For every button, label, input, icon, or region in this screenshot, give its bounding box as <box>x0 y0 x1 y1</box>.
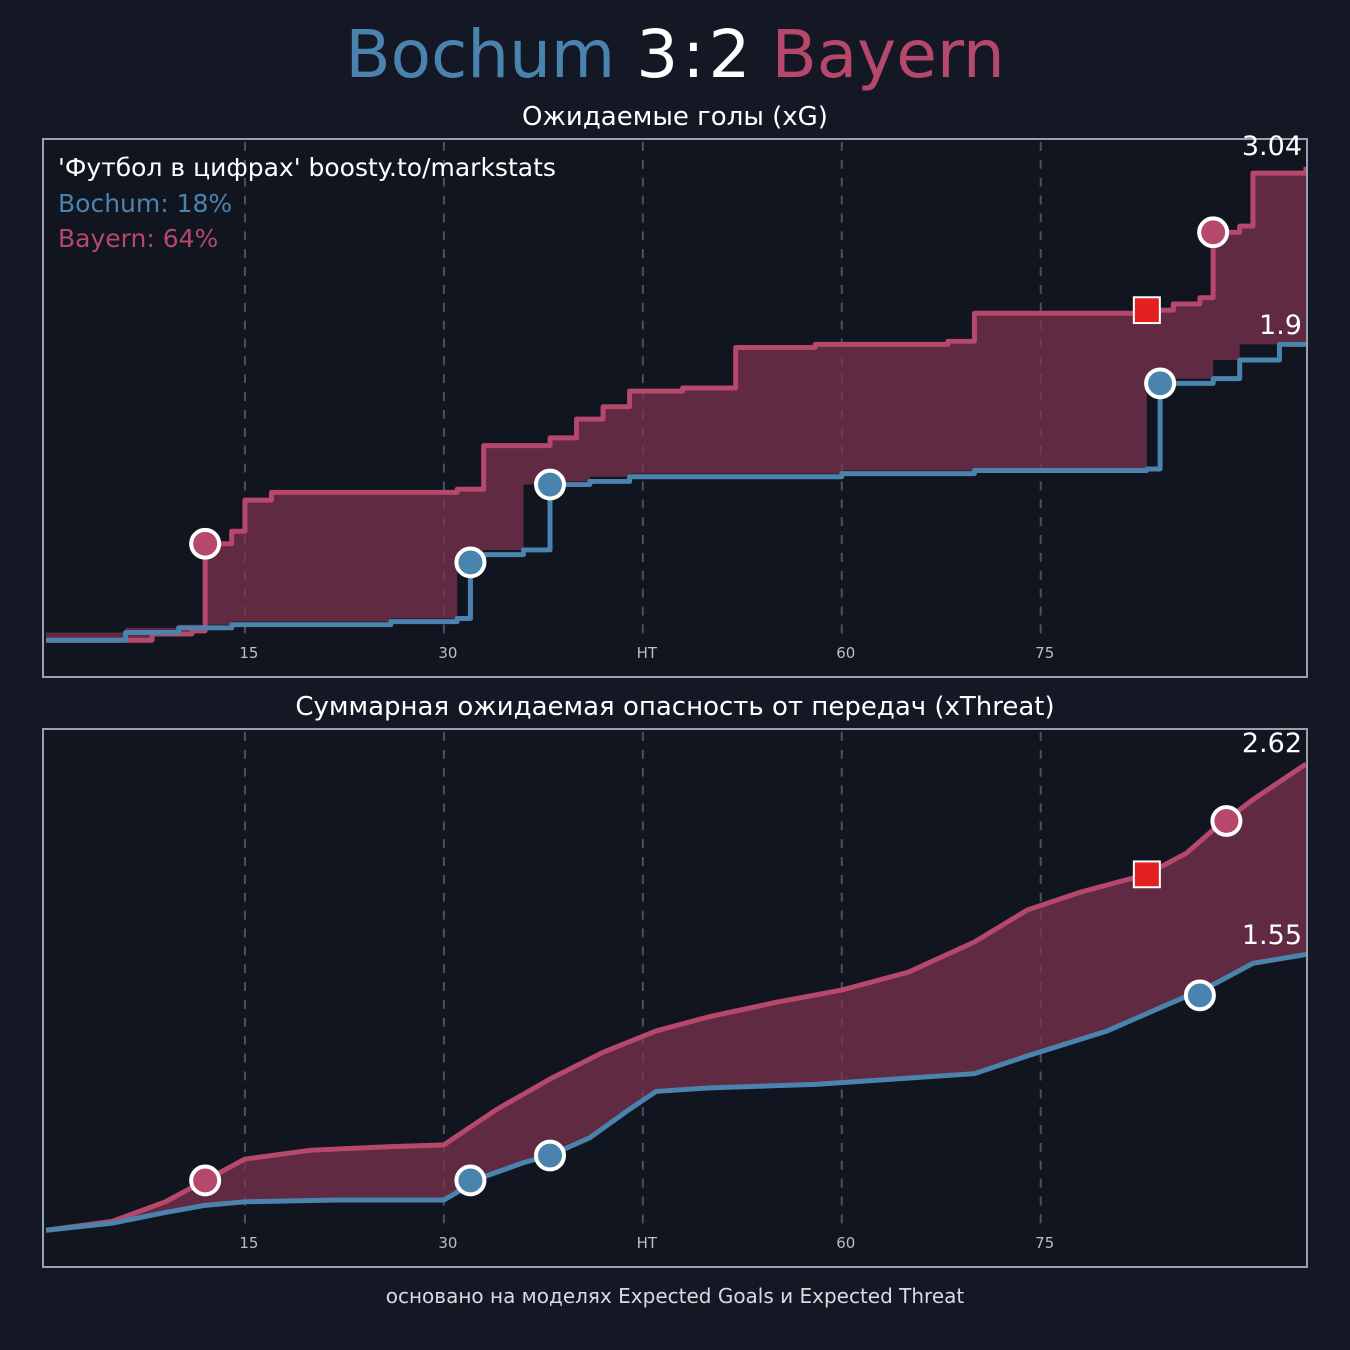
svg-text:75: 75 <box>1035 644 1055 663</box>
xt-panel-title: Суммарная ожидаемая опасность от передач (xThreat) <box>295 692 1055 722</box>
svg-text:60: 60 <box>836 1234 856 1253</box>
svg-text:HT: HT <box>636 644 658 663</box>
home-score: 3 <box>636 16 679 93</box>
xt-home-end-label: 1.55 <box>1241 920 1302 952</box>
svg-text:15: 15 <box>239 1234 259 1253</box>
away-team-name: Bayern <box>771 16 1005 93</box>
away-score: 2 <box>708 16 751 93</box>
home-stat-text: Bochum: 18% <box>58 188 233 218</box>
xg-away-end-label: 3.04 <box>1241 131 1302 163</box>
svg-text:30: 30 <box>438 644 458 663</box>
svg-text:30: 30 <box>438 1234 458 1253</box>
xg-chart <box>42 131 1308 678</box>
svg-text:HT: HT <box>636 1234 658 1253</box>
xg-home-end-label: 1.9 <box>1259 309 1302 341</box>
score-separator: : <box>682 16 705 93</box>
svg-text:15: 15 <box>239 644 259 663</box>
xthreat-chart <box>42 728 1308 1268</box>
svg-text:60: 60 <box>836 644 856 663</box>
svg-text:75: 75 <box>1035 1234 1055 1253</box>
xg-panel-title: Ожидаемые голы (xG) <box>522 102 828 132</box>
away-stat-text: Bayern: 64% <box>58 224 219 253</box>
footer-note: основано на моделях Expected Goals и Expected Threat <box>385 1284 965 1308</box>
xt-away-end-label: 2.62 <box>1241 728 1302 760</box>
header <box>0 0 1350 93</box>
credit-text: 'Футбол в цифрах' boosty.to/markstats <box>58 153 556 182</box>
home-team-name: Bochum <box>345 16 616 93</box>
scoreline <box>0 16 1350 93</box>
